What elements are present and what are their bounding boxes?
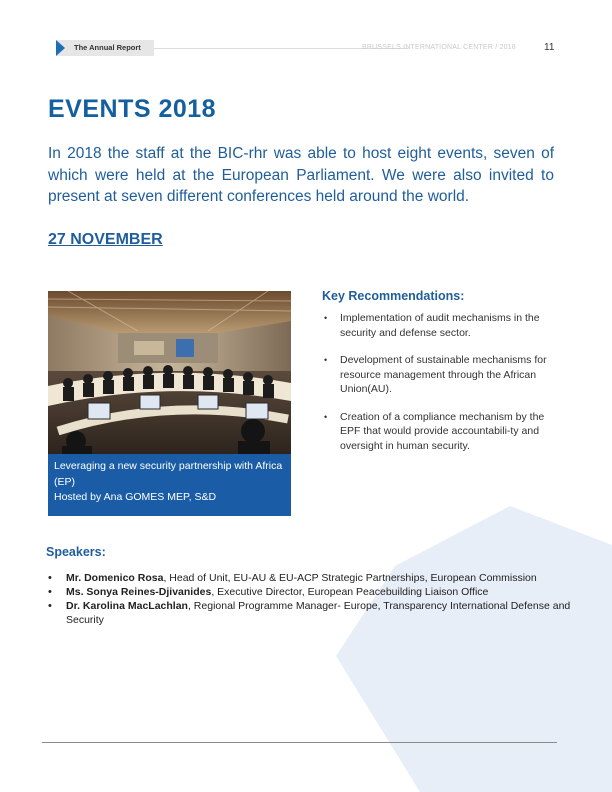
page-number: 11 [544, 42, 555, 53]
event-photo-card [48, 291, 291, 516]
recommendation-item: • Development of sustainable mechanisms for resource management through the African Union(AU). [322, 353, 562, 397]
recommendation-item: • Implementation of audit mechanisms in the security and defense sector. [322, 311, 562, 340]
report-tab [56, 40, 154, 56]
speaker-role: , Regional Programme Manager- Europe, Transparency International Defense and Security [66, 600, 571, 626]
speaker-item [46, 599, 576, 627]
footer-rule [42, 742, 557, 743]
recommendations-list [322, 311, 562, 453]
page-title: EVENTS 2018 [48, 95, 217, 123]
organization-label: BRUSSELS INTERNATIONAL CENTER / 2018 [362, 44, 516, 51]
photo-caption [48, 454, 291, 516]
speaker-name: Dr. Karolina MacLachlan [66, 600, 188, 612]
caption-event-title: Leveraging a new security partnership with Africa (EP) [54, 460, 283, 488]
report-label: The Annual Report [74, 43, 141, 52]
speaker-item [46, 571, 576, 585]
event-date-heading: 27 NOVEMBER [48, 231, 163, 248]
speaker-name: Mr. Domenico Rosa [66, 572, 164, 584]
event-photo [48, 291, 291, 454]
speaker-item [46, 585, 576, 599]
recommendation-item: • Creation of a compliance mechanism by the EPF that would provide accountabili-ty and oversight in human security. [322, 410, 562, 454]
intro-paragraph: In 2018 the staff at the BIC-rhr was able to host eight events, seven of which were held at the European Parliament. We were also invited to present at seven different conferences held around the world. [48, 145, 554, 205]
key-recommendations [322, 289, 562, 466]
speakers-heading: Speakers: [46, 545, 106, 559]
speakers-list [46, 571, 576, 627]
speaker-name: Ms. Sonya Reines-Djivanides [66, 586, 212, 598]
page-header [56, 40, 556, 56]
speakers-section [46, 545, 576, 627]
flag-marker-icon [56, 40, 65, 56]
speaker-role: , Head of Unit, EU-AU & EU-ACP Strategic Partnerships, European Commission [163, 572, 537, 584]
key-recommendations-heading: Key Recommendations: [322, 289, 465, 303]
caption-host: Hosted by Ana GOMES MEP, S&D [54, 491, 217, 503]
speaker-role: , Executive Director, European Peacebuilding Liaison Office [211, 586, 489, 598]
